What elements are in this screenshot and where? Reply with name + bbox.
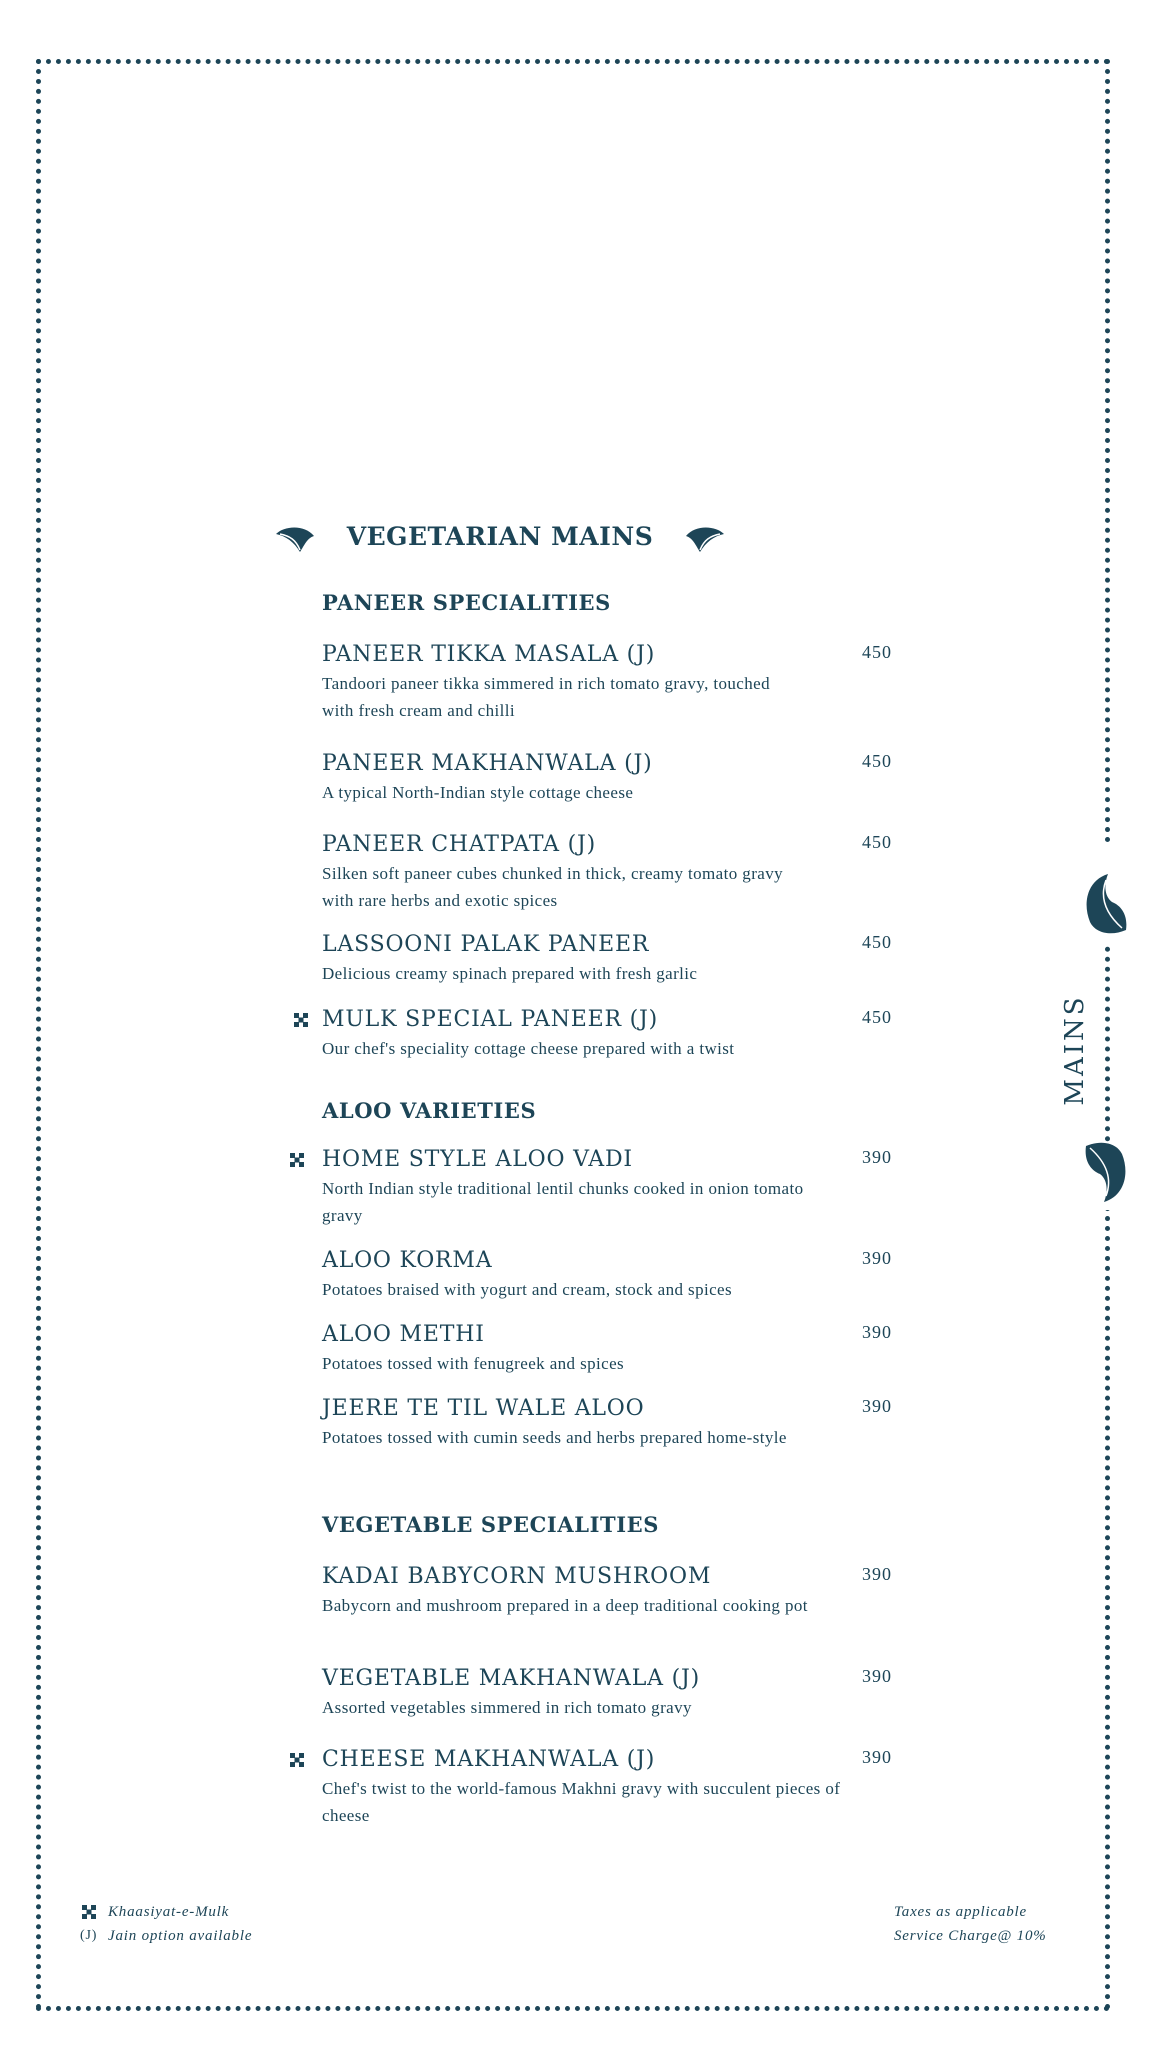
khaasiyat-mark-icon xyxy=(290,1153,304,1167)
item-name: CHEESE MAKHANWALA (J) xyxy=(322,1747,656,1772)
item-price: 390 xyxy=(862,1564,892,1584)
section-title-vegetable: VEGETABLE SPECIALITIES xyxy=(322,1512,660,1537)
khaasiyat-mark-icon xyxy=(290,1753,304,1767)
menu-item xyxy=(322,1246,902,1303)
menu-item xyxy=(322,1145,902,1229)
item-description: Potatoes braised with yogurt and cream, stock and spices xyxy=(322,1280,732,1299)
khaasiyat-mark-icon xyxy=(82,1905,96,1919)
footer-legend xyxy=(82,1900,252,1948)
menu-item xyxy=(322,1394,902,1451)
menu-item xyxy=(322,749,902,806)
item-description: Delicious creamy spinach prepared with fresh garlic xyxy=(322,964,698,983)
page-title: VEGETARIAN MAINS xyxy=(346,522,654,551)
item-name: VEGETABLE MAKHANWALA (J) xyxy=(322,1666,701,1691)
item-name: MULK SPECIAL PANEER (J) xyxy=(322,1007,659,1032)
item-price: 390 xyxy=(862,1322,892,1342)
item-name: PANEER CHATPATA (J) xyxy=(322,832,596,857)
service-charge-note: Service Charge@ 10% xyxy=(894,1928,1047,1944)
item-description: Babycorn and mushroom prepared in a deep traditional cooking pot xyxy=(322,1596,808,1615)
item-name: JEERE TE TIL WALE ALOO xyxy=(322,1396,645,1421)
legend-special-text: Khaasiyat-e-Mulk xyxy=(108,1904,230,1920)
jain-symbol: (J) xyxy=(80,1928,98,1943)
item-name: HOME STYLE ALOO VADI xyxy=(322,1147,633,1172)
menu-item xyxy=(322,1562,902,1619)
legend-row-special xyxy=(82,1900,252,1924)
item-name: PANEER MAKHANWALA (J) xyxy=(322,751,653,776)
item-price: 390 xyxy=(862,1147,892,1167)
item-description: Assorted vegetables simmered in rich tomato gravy xyxy=(322,1698,692,1717)
item-name: LASSOONI PALAK PANEER xyxy=(322,932,650,957)
khaasiyat-mark-icon xyxy=(294,1013,308,1027)
item-price: 450 xyxy=(862,751,892,771)
menu-item xyxy=(322,830,902,914)
item-price: 390 xyxy=(862,1747,892,1767)
item-price: 390 xyxy=(862,1396,892,1416)
item-name: ALOO METHI xyxy=(322,1322,485,1347)
item-description: Potatoes tossed with cumin seeds and herbs prepared home-style xyxy=(322,1428,787,1447)
menu-item xyxy=(322,1745,902,1829)
item-description: Potatoes tossed with fenugreek and spices xyxy=(322,1354,625,1373)
item-price: 390 xyxy=(862,1248,892,1268)
section-title-aloo: ALOO VARIETIES xyxy=(322,1098,537,1123)
leaf-icon xyxy=(684,524,726,554)
item-price: 450 xyxy=(862,642,892,662)
item-price: 390 xyxy=(862,1666,892,1686)
menu-item xyxy=(322,1320,902,1377)
item-description: Chef's twist to the world-famous Makhni gravy with succulent pieces of cheese xyxy=(322,1779,841,1825)
item-name: KADAI BABYCORN MUSHROOM xyxy=(322,1564,712,1589)
leaf-icon xyxy=(1082,872,1130,938)
leaf-icon xyxy=(1082,1138,1130,1204)
item-price: 450 xyxy=(862,832,892,852)
menu-heading xyxy=(270,516,730,564)
taxes-note: Taxes as applicable xyxy=(894,1904,1027,1920)
menu-item xyxy=(322,1005,902,1062)
menu-item xyxy=(322,930,902,987)
item-description: Our chef's speciality cottage cheese prepared with a twist xyxy=(322,1039,735,1058)
side-section-label: MAINS xyxy=(1060,994,1090,1106)
footer-charges xyxy=(894,1900,1047,1948)
item-description: Tandoori paneer tikka simmered in rich tomato gravy, touched with fresh cream and chilli xyxy=(322,674,770,720)
item-name: PANEER TIKKA MASALA (J) xyxy=(322,642,656,667)
item-description: Silken soft paneer cubes chunked in thick, creamy tomato gravy with rare herbs and exotic spices xyxy=(322,864,783,910)
menu-item xyxy=(322,640,902,724)
item-description: North Indian style traditional lentil chunks cooked in onion tomato gravy xyxy=(322,1179,804,1225)
item-price: 450 xyxy=(862,932,892,952)
section-title-paneer: PANEER SPECIALITIES xyxy=(322,590,611,615)
legend-jain-text: Jain option available xyxy=(108,1928,253,1944)
legend-row-jain xyxy=(82,1924,252,1948)
item-description: A typical North-Indian style cottage cheese xyxy=(322,783,634,802)
item-name: ALOO KORMA xyxy=(322,1248,493,1273)
item-price: 450 xyxy=(862,1007,892,1027)
menu-item xyxy=(322,1664,902,1721)
